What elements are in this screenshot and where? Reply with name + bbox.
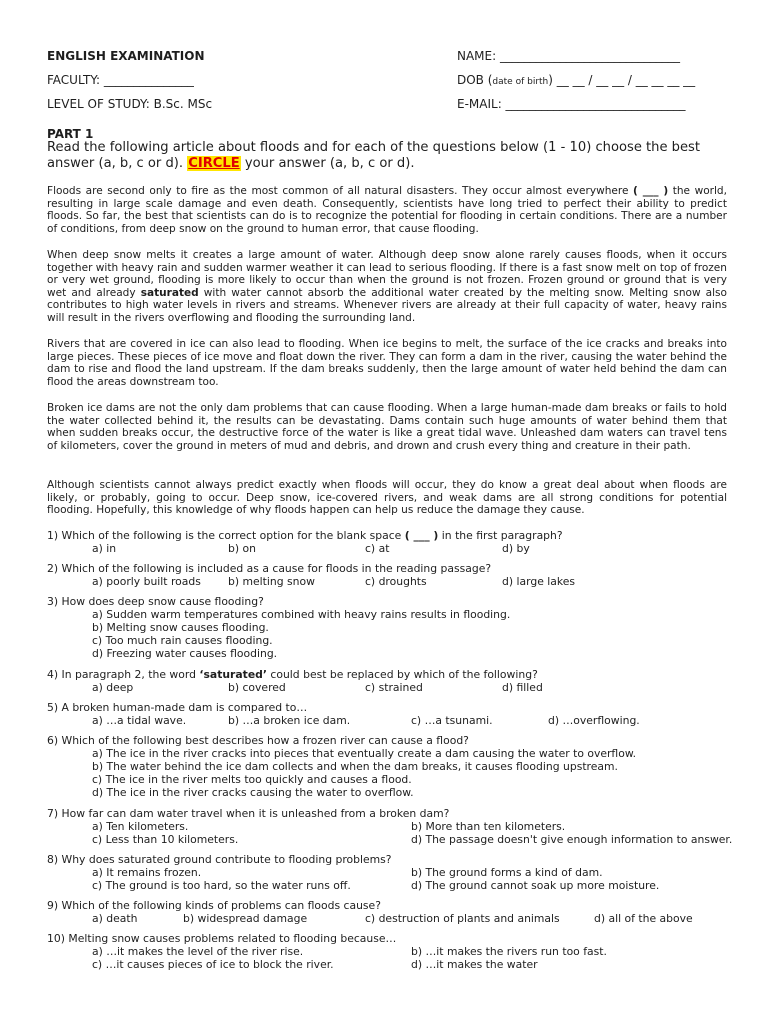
- q4-text-end: could best be replaced by which of the following?: [266, 668, 538, 681]
- exam-title: ENGLISH EXAMINATION: [47, 49, 205, 63]
- q5-option-a[interactable]: a) …a tidal wave.: [92, 714, 187, 727]
- q5-option-d[interactable]: d) …overflowing.: [548, 714, 640, 727]
- question-6: [47, 734, 737, 799]
- faculty-field: FACULTY: _______________: [47, 73, 194, 87]
- question-7: [47, 807, 737, 846]
- q1-text: 1) Which of the following is the correct option for the blank space: [47, 529, 405, 542]
- p1-blank: ( ___ ): [633, 185, 669, 197]
- instructions-text: Read the following article about floods and for each of the questions below (1 - 10) choose the best answer (a, b, c or d).: [47, 140, 701, 171]
- question-10: [47, 932, 737, 971]
- article-paragraph-4: Broken ice dams are not the only dam problems that can cause flooding. When a large human-made dam breaks or fails to hold the water collected behind it, the results can be devastating. Dams contain such huge amounts of water behind them that when sudden breaks occur, the destructive force of the water is like a great tidal wave. Unleashed dam waters can travel tens of kilometers, cover the ground in meters of mud and debris, and drown and crush every thing and creature in their path.: [47, 402, 727, 452]
- q10-option-c[interactable]: c) …it causes pieces of ice to block the river.: [92, 958, 334, 971]
- question-text: 10) Melting snow causes problems related to flooding because…: [47, 932, 397, 945]
- p2-text: When deep snow melts it creates a large amount of water. Although deep snow alone rarely causes floods, when it occurs together with heavy rain and sudden warmer weather it can lead to serious flooding. If there is a fast snow melt on top of frozen or very wet ground, flooding is more likely to occur than when the ground is not frozen. Frozen ground or ground that is very wet and already: [47, 249, 727, 299]
- q5-option-b[interactable]: b) …a broken ice dam.: [228, 714, 351, 727]
- q9-option-d[interactable]: d) all of the above: [594, 912, 693, 925]
- q8-option-a[interactable]: a) It remains frozen.: [92, 866, 202, 879]
- q10-option-d[interactable]: d) …it makes the water: [411, 958, 538, 971]
- article-paragraph-5: Although scientists cannot always predict exactly when floods will occur, they do know a great deal about when floods are likely, or probably, going to occur. Deep snow, ice-covered rivers, and weak dams are all strong conditions for potential flooding. Hopefully, this knowledge of why floods happen can help us reduce the damage they cause.: [47, 479, 727, 517]
- question-3: [47, 595, 737, 660]
- q2-option-b[interactable]: b) melting snow: [228, 575, 315, 588]
- instructions: [47, 140, 727, 172]
- dob-label: DOB (: [457, 73, 493, 87]
- q2-option-a[interactable]: a) poorly built roads: [92, 575, 201, 588]
- q1-option-d[interactable]: d) by: [502, 542, 530, 555]
- q4-option-a[interactable]: a) deep: [92, 681, 134, 694]
- q1-option-b[interactable]: b) on: [228, 542, 256, 555]
- q6-option-d[interactable]: d) The ice in the river cracks causing the water to overflow.: [92, 786, 414, 799]
- q3-option-d[interactable]: d) Freezing water causes flooding.: [92, 647, 278, 660]
- q3-option-a[interactable]: a) Sudden warm temperatures combined with heavy rains results in flooding.: [92, 608, 511, 621]
- q7-option-b[interactable]: b) More than ten kilometers.: [411, 820, 566, 833]
- q6-option-a[interactable]: a) The ice in the river cracks into pieces that eventually create a dam causing the water to overflow.: [92, 747, 637, 760]
- q7-option-a[interactable]: a) Ten kilometers.: [92, 820, 189, 833]
- q6-option-b[interactable]: b) The water behind the ice dam collects and when the dam breaks, it causes flooding upstream.: [92, 760, 618, 773]
- q5-option-c[interactable]: c) …a tsunami.: [411, 714, 493, 727]
- q10-option-a[interactable]: a) …it makes the level of the river rise.: [92, 945, 304, 958]
- q7-option-d[interactable]: d) The passage doesn't give enough information to answer.: [411, 833, 733, 846]
- q10-option-b[interactable]: b) …it makes the rivers run too fast.: [411, 945, 607, 958]
- q1-text-end: in the first paragraph?: [438, 529, 563, 542]
- question-text: 8) Why does saturated ground contribute to flooding problems?: [47, 853, 392, 866]
- question-2: [47, 562, 737, 588]
- q8-option-d[interactable]: d) The ground cannot soak up more moisture.: [411, 879, 660, 892]
- q4-keyword: ‘saturated’: [199, 668, 267, 681]
- name-field: NAME: ______________________________: [457, 49, 680, 63]
- question-8: [47, 853, 737, 892]
- q9-option-a[interactable]: a) death: [92, 912, 138, 925]
- dob-hint: date of birth: [492, 77, 549, 87]
- q3-option-c[interactable]: c) Too much rain causes flooding.: [92, 634, 273, 647]
- question-text: 5) A broken human-made dam is compared to…: [47, 701, 308, 714]
- q4-option-b[interactable]: b) covered: [228, 681, 286, 694]
- q7-option-c[interactable]: c) Less than 10 kilometers.: [92, 833, 239, 846]
- question-text: 7) How far can dam water travel when it is unleashed from a broken dam?: [47, 807, 450, 820]
- article-paragraph-3: Rivers that are covered in ice can also lead to flooding. When ice begins to melt, the surface of the ice cracks and breaks into large pieces. These pieces of ice move and float down the river. They can form a dam in the river, causing the water behind the dam to rise and flood the land upstream. If the dam breaks suddenly, then the large amount of water held behind the dam can flood the areas downstream too.: [47, 338, 727, 388]
- article-paragraph-2: [47, 249, 727, 325]
- question-text: 3) How does deep snow cause flooding?: [47, 595, 264, 608]
- q3-option-b[interactable]: b) Melting snow causes flooding.: [92, 621, 269, 634]
- dob-field: [457, 73, 695, 89]
- question-5: [47, 701, 737, 727]
- q8-option-c[interactable]: c) The ground is too hard, so the water runs off.: [92, 879, 351, 892]
- question-text: 9) Which of the following kinds of problems can floods cause?: [47, 899, 381, 912]
- q4-text: 4) In paragraph 2, the word: [47, 668, 200, 681]
- circle-highlight: CIRCLE: [188, 156, 240, 171]
- question-text: [47, 668, 737, 681]
- dob-blanks: ) __ __ / __ __ / __ __ __ __: [548, 73, 696, 87]
- article-paragraph-1: [47, 185, 727, 235]
- q2-option-c[interactable]: c) droughts: [365, 575, 427, 588]
- level-of-study: LEVEL OF STUDY: B.Sc. MSc: [47, 97, 213, 111]
- q8-option-b[interactable]: b) The ground forms a kind of dam.: [411, 866, 603, 879]
- q4-option-c[interactable]: c) strained: [365, 681, 423, 694]
- q9-option-b[interactable]: b) widespread damage: [183, 912, 308, 925]
- q6-option-c[interactable]: c) The ice in the river melts too quickly and causes a flood.: [92, 773, 412, 786]
- instructions-end: your answer (a, b, c or d).: [240, 156, 415, 171]
- question-text: 2) Which of the following is included as a cause for floods in the reading passage?: [47, 562, 492, 575]
- p2-saturated: saturated: [140, 286, 199, 299]
- q1-option-c[interactable]: c) at: [365, 542, 390, 555]
- q1-blank: ( ___ ): [404, 529, 439, 542]
- q1-option-a[interactable]: a) in: [92, 542, 117, 555]
- question-text: [47, 529, 737, 542]
- question-4: [47, 668, 737, 694]
- p1-text: Floods are second only to fire as the most common of all natural disasters. They occur almost everywhere: [47, 185, 634, 197]
- q2-option-d[interactable]: d) large lakes: [502, 575, 576, 588]
- p1-text-end: the world, resulting in large scale damage and even death. Consequently, scientists have long tried to perfect their ability to predict floods. So far, the best that scientists can do is to recognize the potential for flooding in certain conditions. There are a number of conditions, from deep snow on the ground to human error, that cause flooding.: [47, 185, 727, 235]
- question-text: 6) Which of the following best describes how a frozen river can cause a flood?: [47, 734, 469, 747]
- p2-text-end: with water cannot absorb the additional water created by the melting snow. Melting snow also contributes to high water levels in rivers and streams. Whenever rivers are already at their full capacity of water, heavy rains will result in the rivers overflowing and flooding the surrounding land.: [47, 286, 727, 324]
- question-1: [47, 529, 737, 555]
- part-title: PART 1: [47, 127, 94, 141]
- q9-option-c[interactable]: c) destruction of plants and animals: [365, 912, 560, 925]
- question-9: [47, 899, 737, 925]
- q4-option-d[interactable]: d) filled: [502, 681, 543, 694]
- email-field: E-MAIL: ______________________________: [457, 97, 686, 111]
